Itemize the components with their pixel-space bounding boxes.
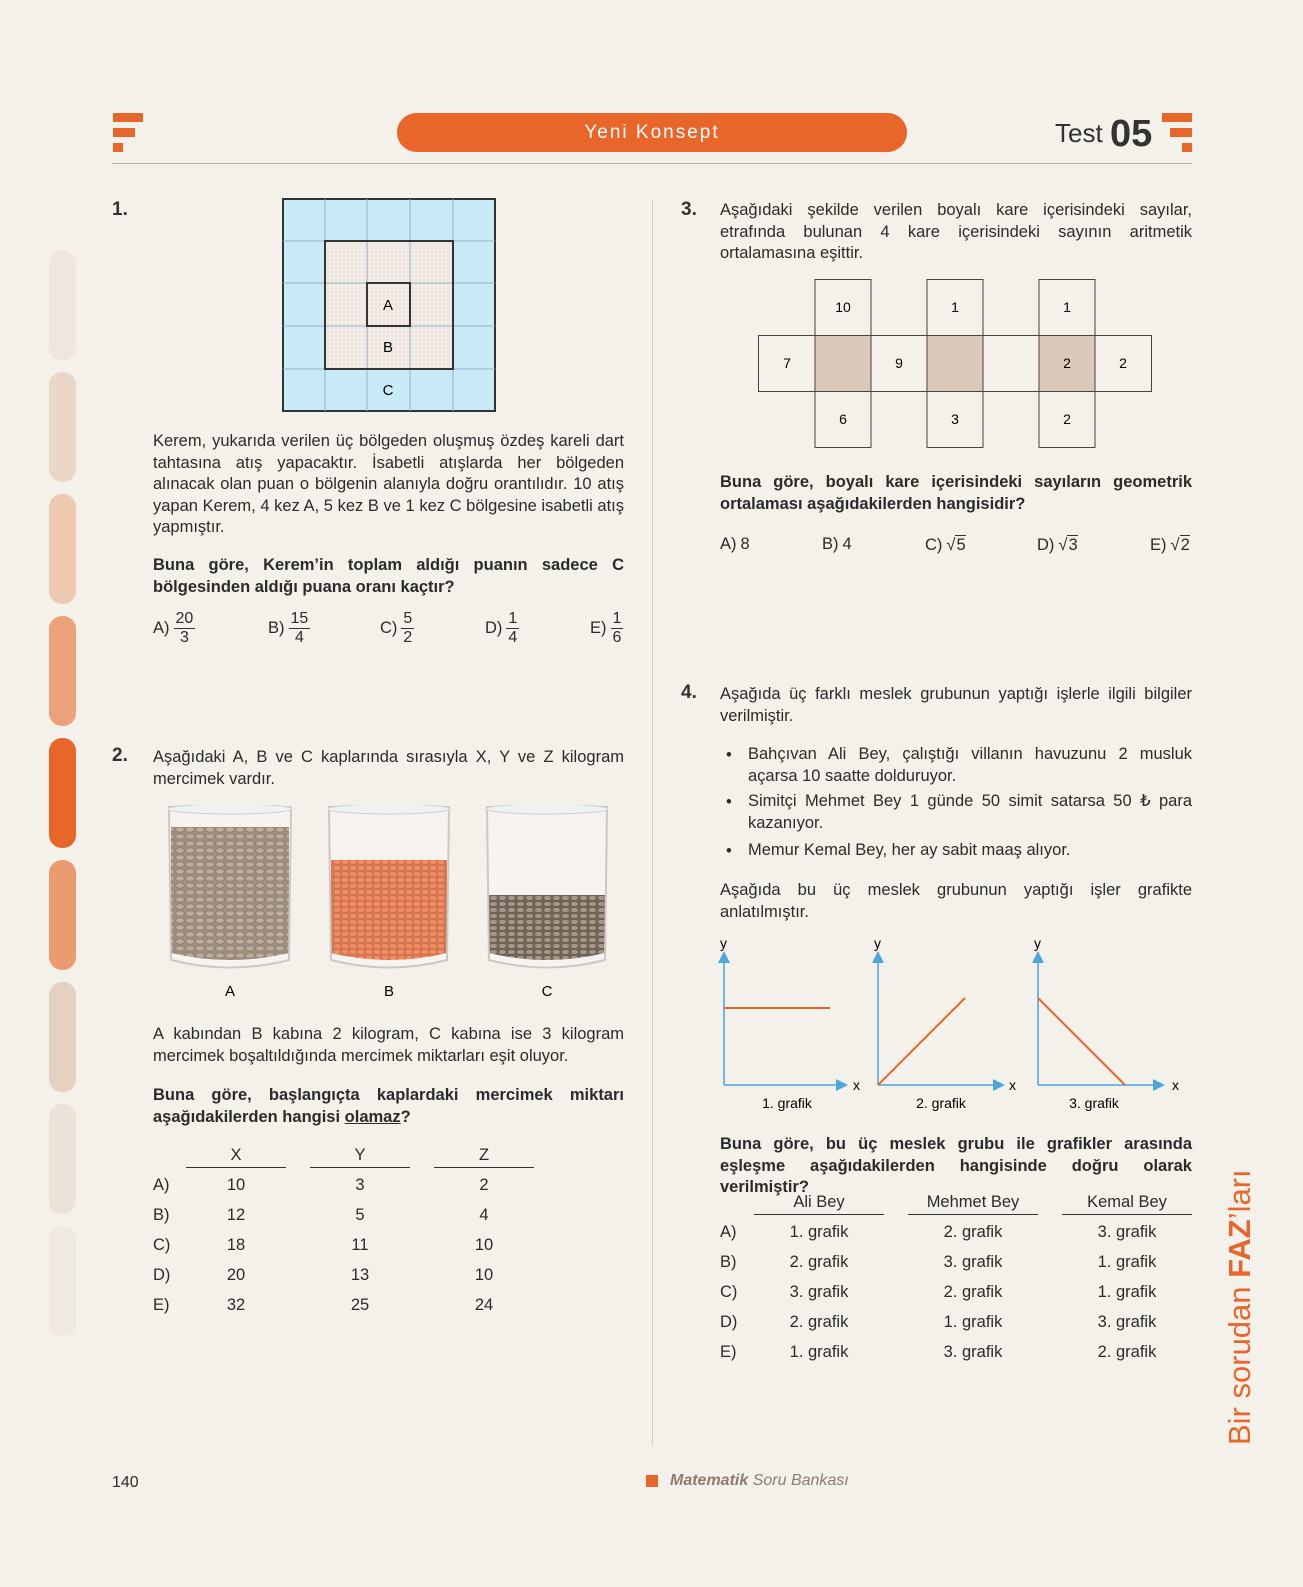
graph-2-caption: 2. grafik [916, 1095, 966, 1111]
option-label: D) [1037, 535, 1055, 554]
q2-cell: 5 [355, 1206, 365, 1224]
side-tab [49, 1226, 76, 1336]
q4-cell: 1. grafik [1097, 1283, 1157, 1301]
q4-cell: 2. grafik [789, 1313, 849, 1331]
cell-c1-left: 7 [783, 355, 791, 371]
bullet-dot: • [726, 842, 732, 860]
region-c-label: C [382, 382, 394, 399]
denominator: 4 [294, 629, 304, 646]
fraction [174, 610, 196, 647]
graph-1 [720, 938, 860, 1111]
side-tab [49, 616, 76, 726]
graph-3-ylabel: y [1034, 938, 1041, 951]
q2-cell: 12 [226, 1206, 246, 1224]
side-tab [49, 372, 76, 482]
q2-row-label[interactable]: B) [153, 1206, 170, 1224]
page-number: 140 [112, 1474, 139, 1491]
q2-cell: 10 [226, 1176, 246, 1194]
question-4-prompt: Buna göre, bu üç meslek grubu ile grafikler arasında eşleşme aşağıdakilerden hangisinde doğru olarak verilmiştir? [720, 1135, 1192, 1196]
logo-right-bot [1182, 143, 1192, 152]
option-label: E) [1150, 535, 1167, 554]
q2-cell: 11 [351, 1236, 369, 1254]
side-tab [49, 860, 76, 970]
q2-header-rule [434, 1167, 534, 1168]
footer-square-icon [646, 1475, 658, 1487]
prompt-start: Buna göre, başlangıçta kaplardaki mercimek miktarı aşağıdakilerden hangisi [153, 1086, 624, 1126]
q4-bullet-1: Bahçıvan Ali Bey, çalıştığı villanın havuzunu 2 musluk açarsa 10 saatte dolduruyor. [748, 745, 1192, 785]
option-label: D) [485, 619, 503, 637]
cell-c3-center: 2 [1063, 355, 1071, 371]
q3-option-d[interactable] [1037, 535, 1078, 555]
jar-b [328, 805, 450, 968]
q4-cell: 1. grafik [789, 1223, 849, 1241]
header-rule [112, 163, 1192, 164]
q4-cell: 2. grafik [943, 1283, 1003, 1301]
q3-option-c[interactable] [925, 535, 966, 555]
q4-cell: 1. grafik [789, 1343, 849, 1361]
q2-cell: 13 [350, 1266, 370, 1284]
graph-1-caption: 1. grafik [762, 1095, 812, 1111]
question-4-text2: Aşağıda bu üç meslek grubunun yaptığı işler grafikte anlatılmıştır. [720, 881, 1192, 921]
logo-right [1162, 113, 1192, 122]
option-value: 4 [842, 535, 852, 553]
cell-c1-right: 9 [895, 355, 903, 371]
option-label: A) [153, 619, 170, 637]
q2-row-label[interactable]: C) [153, 1236, 171, 1254]
q4-row-label[interactable]: C) [720, 1283, 738, 1301]
shaded-square-1 [815, 336, 871, 392]
slogan-post: ’ları [1222, 1169, 1257, 1220]
footer-book: Soru Bankası [748, 1472, 849, 1489]
footer-subject: Matematik [670, 1472, 749, 1489]
q2-cell: 10 [474, 1236, 494, 1254]
jar-a-label: A [224, 983, 236, 1000]
question-3-text: Aşağıdaki şekilde verilen boyalı kare içerisindeki sayılar, etrafında bulunan 4 kare içerisindeki sayının aritmetik ortalamasına eşittir. [720, 201, 1192, 262]
q2-cell: 10 [474, 1266, 494, 1284]
option-label: C) [380, 619, 398, 637]
numerator: 1 [508, 610, 518, 627]
test-label: Test [1055, 118, 1103, 148]
test-number: 05 [1110, 113, 1153, 155]
q2-cell: 3 [355, 1176, 365, 1194]
graph-3 [1034, 938, 1179, 1111]
q4-cell: 1. grafik [943, 1313, 1003, 1331]
q2-cell: 24 [474, 1296, 494, 1314]
cell-c1-bottom: 6 [839, 411, 847, 427]
graph-2 [874, 938, 1016, 1111]
q4-row-label[interactable]: E) [720, 1343, 737, 1361]
cross-squares-figure [758, 279, 1154, 451]
graphs-figure [712, 938, 1192, 1113]
numerator: 15 [290, 610, 309, 627]
option-value: 5 [956, 536, 966, 554]
option-value: 2 [1180, 536, 1190, 554]
q2-cell: 25 [350, 1296, 370, 1314]
q2-cell: 2 [479, 1176, 489, 1194]
dart-board-figure [282, 198, 496, 412]
denominator: 6 [612, 629, 622, 646]
fraction [611, 610, 624, 647]
q2-header-rule [186, 1167, 286, 1168]
q4-header-rule [754, 1214, 884, 1215]
q4-cell: 3. grafik [1097, 1223, 1157, 1241]
graph-1-xlabel: x [853, 1077, 860, 1093]
option-label: C) [925, 535, 943, 554]
numerator: 20 [175, 610, 194, 627]
region-a-label: A [382, 297, 394, 314]
question-3-prompt: Buna göre, boyalı kare içerisindeki sayıların geometrik ortalaması aşağıdakilerden hangisidir? [720, 473, 1192, 513]
graph-2-xlabel: x [1009, 1077, 1016, 1093]
sqrt-icon: √ [946, 535, 956, 554]
cell-c2-bottom: 3 [951, 411, 959, 427]
cell-c1-top: 10 [835, 299, 851, 315]
shaded-square-2 [927, 336, 983, 392]
q4-cell: 2. grafik [789, 1253, 849, 1271]
jar-a [168, 805, 292, 968]
q2-cell: 20 [226, 1266, 246, 1284]
q4-cell: 3. grafik [943, 1253, 1003, 1271]
q4-bullet-3: Memur Kemal Bey, her ay sabit maaş alıyor. [748, 841, 1071, 859]
option-value: 8 [740, 535, 750, 553]
sqrt-icon: √ [1170, 535, 1180, 554]
q2-header-x: X [230, 1146, 242, 1164]
q4-cell: 3. grafik [943, 1343, 1003, 1361]
fraction [506, 610, 519, 647]
cell-c2-top: 1 [951, 299, 959, 315]
slogan-brand: FAZ [1222, 1219, 1257, 1278]
question-1-text: Kerem, yukarıda verilen üç bölgeden oluşmuş özdeş kareli dart tahtasına atış yapacaktır. İsabetli atışlarda her bölgeden alınacak olan puan o bölgenin alanıyla doğru orantılıdır. 10 atış yapan Kerem, 4 kez A, 5 kez B ve 1 kez C bölgesine isabetli atış yapmıştır. [153, 432, 624, 536]
side-tab-active [49, 738, 76, 848]
q4-cell: 2. grafik [1097, 1343, 1157, 1361]
option-label: A) [720, 535, 737, 553]
logo-right-mid [1170, 128, 1192, 137]
bullet-dot: • [726, 793, 732, 811]
q1-option-c[interactable] [380, 610, 414, 647]
q4-row-label[interactable]: D) [720, 1313, 738, 1331]
q3-option-a[interactable] [720, 535, 750, 554]
option-label: B) [268, 619, 285, 637]
denominator: 4 [508, 629, 518, 646]
option-value: 3 [1068, 536, 1078, 554]
fraction [289, 610, 311, 647]
question-2-prompt [153, 1085, 624, 1128]
q4-header-mehmet: Mehmet Bey [926, 1193, 1020, 1211]
q4-header-ali: Ali Bey [793, 1193, 845, 1211]
footer-book-title [670, 1472, 849, 1490]
q3-option-e[interactable] [1150, 535, 1190, 555]
bullet-dot: • [726, 746, 732, 764]
question-1-number: 1. [112, 199, 128, 220]
q2-row-label[interactable]: D) [153, 1266, 171, 1284]
prompt-underlined: olamaz [344, 1107, 401, 1126]
q2-row-label[interactable]: E) [153, 1296, 170, 1314]
lentil-jars-figure [165, 805, 625, 1005]
region-b-label: B [382, 339, 394, 356]
q2-header-z: Z [478, 1146, 490, 1164]
graph-1-ylabel: y [720, 938, 727, 951]
cell-c3-bottom: 2 [1063, 411, 1071, 427]
numerator: 1 [612, 610, 622, 627]
q4-cell: 3. grafik [1097, 1313, 1157, 1331]
question-4-text: Aşağıda üç farklı meslek grubunun yaptığı işlerle ilgili bilgiler verilmiştir. [720, 685, 1192, 725]
question-1-prompt: Buna göre, Kerem’in toplam aldığı puanın sadece C bölgesinden aldığı puana oranı kaçtır? [153, 556, 624, 596]
header-title: Yeni Konsept [397, 113, 907, 152]
graph-2-line [878, 998, 965, 1085]
q4-row-label[interactable]: A) [720, 1223, 737, 1241]
prompt-end: ? [400, 1107, 411, 1126]
logo-left-bot [113, 143, 123, 152]
question-2-text: Aşağıdaki A, B ve C kaplarında sırasıyla X, Y ve Z kilogram mercimek vardır. [153, 748, 624, 788]
question-4-number: 4. [681, 682, 697, 703]
side-slogan [1222, 1169, 1258, 1445]
q4-row-label[interactable]: B) [720, 1253, 737, 1271]
q1-option-d[interactable] [485, 610, 519, 647]
numerator: 5 [403, 610, 413, 627]
q1-option-e[interactable] [590, 610, 623, 647]
q4-header-rule [908, 1214, 1038, 1215]
side-tab [49, 982, 76, 1092]
jar-c [486, 805, 608, 968]
denominator: 2 [403, 629, 413, 646]
fraction [401, 610, 414, 647]
column-divider [652, 200, 653, 1445]
option-label: E) [590, 619, 607, 637]
q1-option-a[interactable] [153, 610, 195, 647]
jar-c-label: C [541, 983, 553, 1000]
q2-cell: 32 [226, 1296, 246, 1314]
cell-c3-right: 2 [1119, 355, 1127, 371]
logo-left-mid [113, 128, 135, 137]
slogan-pre: Bir sorudan [1222, 1277, 1257, 1445]
graph-3-line [1038, 998, 1125, 1085]
q4-cell: 1. grafik [1097, 1253, 1157, 1271]
side-tab [49, 1104, 76, 1214]
jar-b-label: B [383, 983, 395, 1000]
cell-c3-top: 1 [1063, 299, 1071, 315]
denominator: 3 [179, 629, 189, 646]
side-tab [49, 250, 76, 360]
q3-option-b[interactable] [822, 535, 852, 554]
question-3-number: 3. [681, 199, 697, 220]
q4-header-rule [1062, 1214, 1192, 1215]
side-tab [49, 494, 76, 604]
q4-cell: 3. grafik [789, 1283, 849, 1301]
question-2-number: 2. [112, 745, 128, 766]
option-label: B) [822, 535, 839, 553]
q2-row-label[interactable]: A) [153, 1176, 170, 1194]
q2-header-rule [310, 1167, 410, 1168]
graph-3-xlabel: x [1172, 1077, 1179, 1093]
q4-bullet-2: Simitçi Mehmet Bey 1 günde 50 simit satarsa 50 ₺ para kazanıyor. [748, 792, 1192, 832]
q2-header-y: Y [354, 1146, 366, 1164]
q4-cell: 2. grafik [943, 1223, 1003, 1241]
q1-option-b[interactable] [268, 610, 310, 647]
q2-cell: 4 [479, 1206, 489, 1224]
logo-left [113, 113, 143, 122]
graph-3-caption: 3. grafik [1069, 1095, 1119, 1111]
sqrt-icon: √ [1058, 535, 1068, 554]
q4-header-kemal: Kemal Bey [1087, 1193, 1167, 1211]
q2-cell: 18 [226, 1236, 246, 1254]
graph-2-ylabel: y [874, 938, 881, 951]
question-2-text2: A kabından B kabına 2 kilogram, C kabına ise 3 kilogram mercimek boşaltıldığında mercimek miktarları eşit oluyor. [153, 1025, 624, 1065]
